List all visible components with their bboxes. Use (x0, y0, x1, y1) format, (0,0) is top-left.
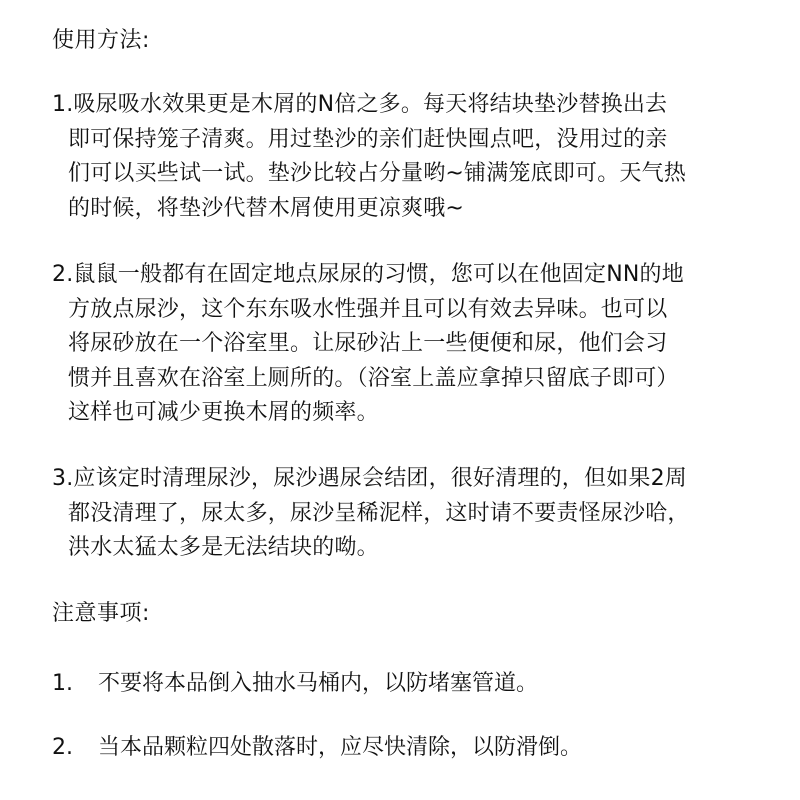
usage-item-3-line-1: 3.应该定时清理尿沙，尿沙遇尿会结团，很好清理的，但如果2周 (52, 466, 687, 491)
usage-item-3 (52, 462, 782, 566)
note-item-2-text: 当本品颗粒四处散落时，应尽快清除，以防滑倒。 (98, 735, 583, 760)
note-item-1-number: 1. (52, 671, 73, 696)
note-item-2 (52, 733, 582, 763)
usage-item-1 (52, 88, 782, 226)
usage-heading: 使用方法: (52, 28, 150, 53)
usage-item-1-line-3: 们可以买些试一试。垫沙比较占分量哟~铺满笼底即可。天气热 (68, 161, 687, 186)
usage-item-2-line-4: 惯并且喜欢在浴室上厕所的。（浴室上盖应拿掉只留底子即可） (68, 365, 679, 391)
usage-item-2-line-3: 将尿砂放在一个浴室里。让尿砂沾上一些便便和尿，他们会习 (68, 331, 668, 356)
note-item-1-text: 不要将本品倒入抽水马桶内，以防堵塞管道。 (98, 671, 539, 696)
usage-item-3-line-3: 洪水太猛太多是无法结块的呦。 (68, 535, 379, 560)
usage-item-3-line-2: 都没清理了，尿太多，尿沙呈稀泥样，这时请不要责怪尿沙哈， (68, 500, 690, 526)
usage-item-1-line-4: 的时候，将垫沙代替木屑使用更凉爽哦~ (68, 195, 465, 221)
usage-item-2-line-1: 2.鼠鼠一般都有在固定地点尿尿的习惯，您可以在他固定NN的地 (52, 262, 684, 287)
usage-item-1-line-1: 1.吸尿吸水效果更是木屑的N倍之多。每天将结块垫沙替换出去 (52, 92, 668, 117)
notes-heading: 注意事项: (52, 601, 150, 626)
usage-item-1-line-2: 即可保持笼子清爽。用过垫沙的亲们赶快囤点吧，没用过的亲 (68, 126, 668, 152)
note-item-2-number: 2. (52, 735, 73, 760)
usage-item-2-line-2: 方放点尿沙，这个东东吸水性强并且可以有效去异味。也可以 (68, 296, 668, 322)
usage-item-2-line-5: 这样也可减少更换木屑的频率。 (68, 400, 379, 425)
usage-item-2 (52, 258, 782, 431)
note-item-1 (52, 669, 538, 699)
